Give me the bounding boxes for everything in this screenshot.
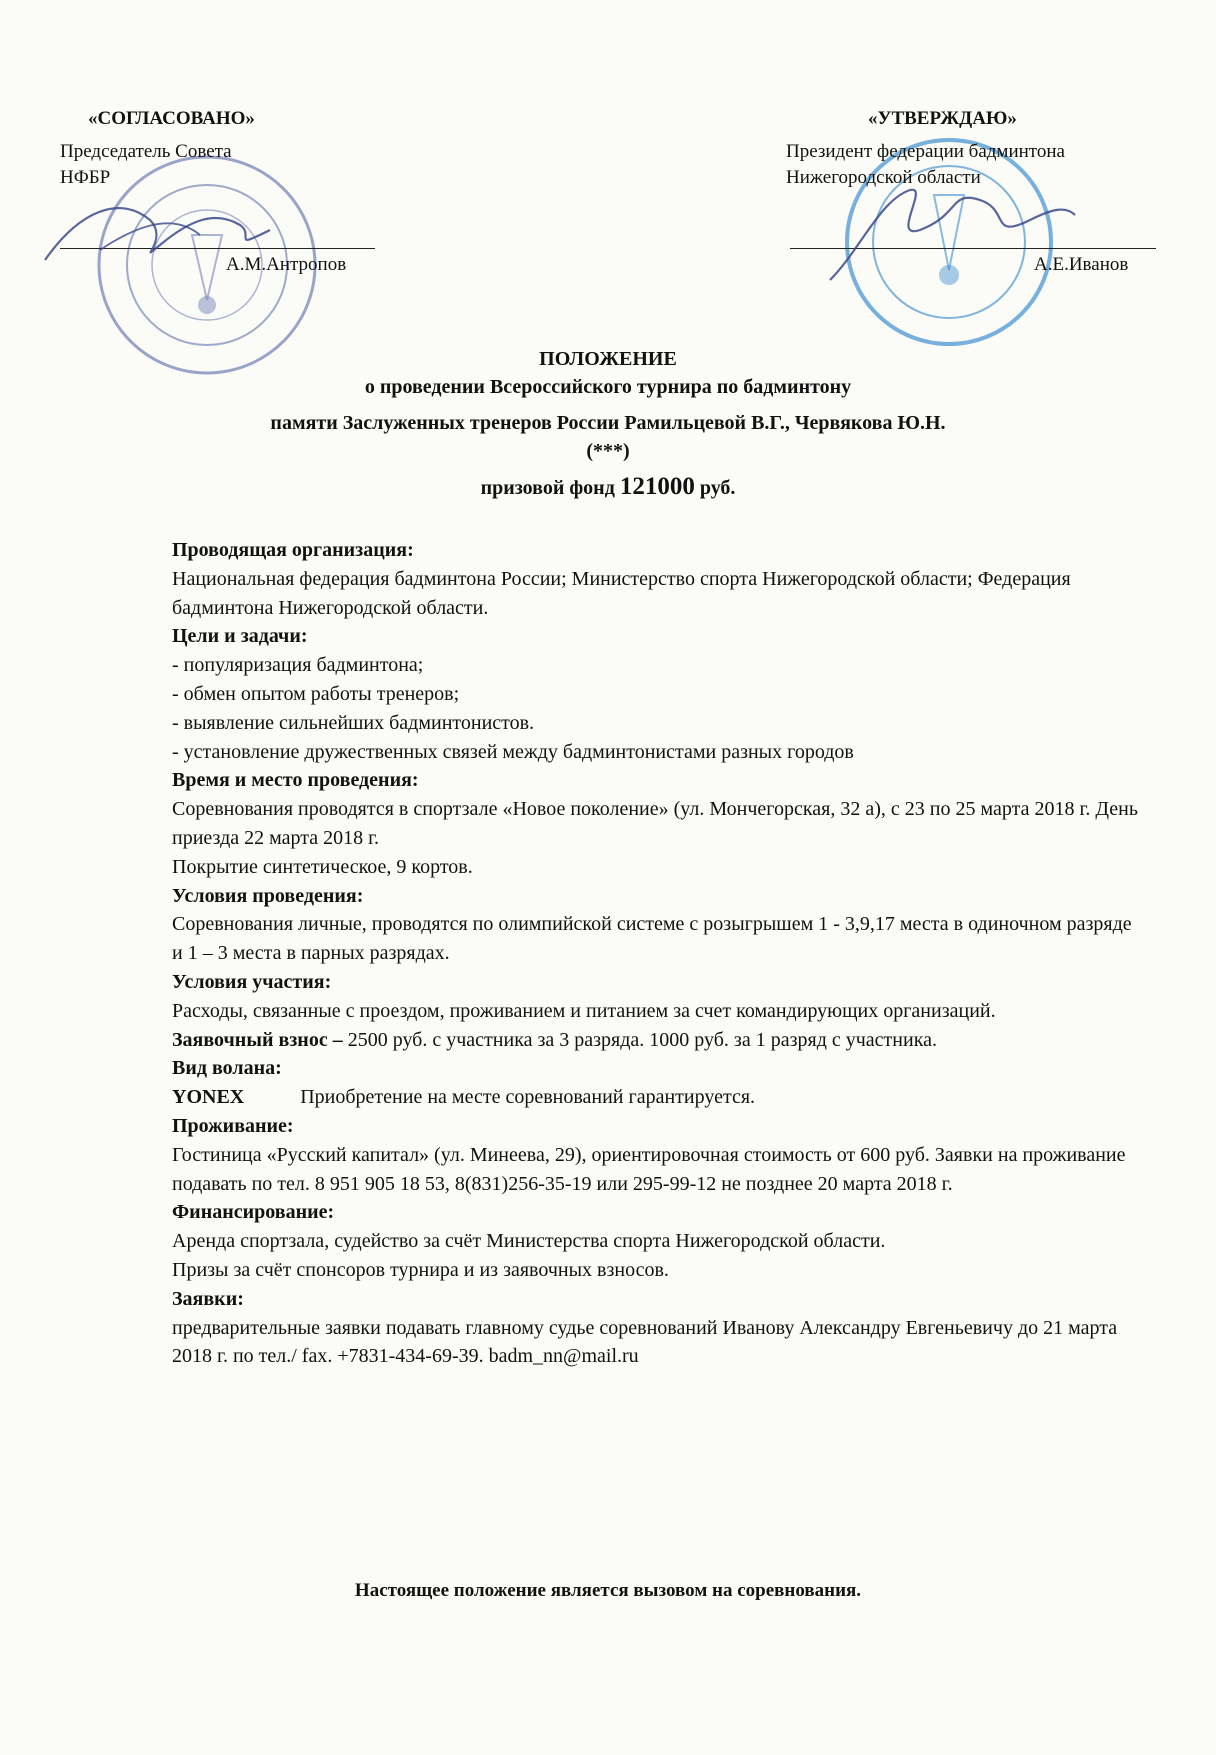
time-place-text: Соревнования проводятся в спортзале «Новое поколение» (ул. Мончегорская, 32 а), с 23 по 25 марта 2018 г. День приезда 22 марта 2018 г. xyxy=(172,798,1139,849)
signature-right xyxy=(820,170,1080,290)
applications-text: предварительные заявки подавать главному судье соревнований Иванову Александру Евгеньевичу до 21 марта 2018 г. по тел./ fax. +7831-434-69-39. badm_nn@mail.ru xyxy=(172,1316,1118,1368)
approval-right-org: Нижегородской области xyxy=(786,167,981,188)
goal-item: - установление дружественных связей между бадминтонистами разных городов xyxy=(172,740,854,763)
closing-statement: Настоящее положение является вызовом на соревнования. xyxy=(354,1580,862,1601)
surface-text: Покрытие синтетическое, 9 кортов. xyxy=(172,855,473,878)
approval-left-title: «СОГЛАСОВАНО» xyxy=(88,108,255,129)
approval-right-title: «УТВЕРЖДАЮ» xyxy=(868,108,1017,129)
fee-paragraph xyxy=(172,1026,1142,1055)
org-heading: Проводящая организация: xyxy=(172,539,414,561)
financing-text-2: Призы за счёт спонсоров турнира и из заявочных взносов. xyxy=(172,1258,669,1281)
prize-amount: 121000 xyxy=(619,473,695,500)
applications-heading: Заявки: xyxy=(172,1287,244,1310)
participation-heading: Условия участия: xyxy=(172,970,332,993)
shuttle-text: Приобретение на месте соревнований гарантируется. xyxy=(300,1086,756,1109)
accommodation-text: Гостиница «Русский капитал» (ул. Минеева, 29), ориентировочная стоимость от 600 руб. Заявки на проживание подавать по тел. 8 951 905 18 53, 8(831)256-35-19 или 295-99-12 не позднее 20 марта 2018 г. xyxy=(172,1143,1126,1195)
approval-left-org: НФБР xyxy=(60,167,111,188)
document-title: ПОЛОЖЕНИЕ xyxy=(539,348,677,370)
document-body xyxy=(172,536,1142,1371)
title-stars: (***) xyxy=(586,440,630,462)
title-line-2: памяти Заслуженных тренеров России Рамильцевой В.Г., Червякова Ю.Н. xyxy=(270,412,946,434)
approval-left-position: Председатель Совета xyxy=(60,141,232,162)
approval-left-signer: А.М.Антропов xyxy=(226,254,347,275)
signature-left xyxy=(40,190,280,280)
conditions-text: Соревнования личные, проводятся по олимпийской системе с розыгрышем 1 - 3,9,17 места в одиночном разряде и 1 – 3 места в парных разрядах. xyxy=(172,913,1132,965)
financing-text-1: Аренда спортзала, судейство за счёт Министерства спорта Нижегородской области. xyxy=(172,1230,886,1253)
prize-fund xyxy=(0,474,1216,501)
approval-right-position: Президент федерации бадминтона xyxy=(786,141,1065,162)
goals-heading: Цели и задачи: xyxy=(172,625,308,648)
shuttle-heading: Вид волана: xyxy=(172,1057,282,1080)
participation-text: Расходы, связанные с проездом, проживанием и питанием за счет командирующих организаций. xyxy=(172,999,996,1022)
time-place-heading: Время и место проведения: xyxy=(172,769,419,792)
financing-heading: Финансирование: xyxy=(172,1201,335,1224)
shuttle-brand: YONEX xyxy=(172,1086,245,1109)
goal-item: - популяризация бадминтона; xyxy=(172,654,424,677)
shuttle-paragraph xyxy=(172,1083,1142,1112)
goal-item: - выявление сильнейших бадминтонистов. xyxy=(172,711,535,734)
title-line-1: о проведении Всероссийского турнира по бадминтону xyxy=(364,376,852,398)
fee-text: 2500 руб. с участника за 3 разряда. 1000 руб. за 1 разряд с участника. xyxy=(347,1028,937,1051)
prize-prefix: призовой фонд xyxy=(480,477,615,499)
accommodation-heading: Проживание: xyxy=(172,1114,294,1137)
prize-suffix: руб. xyxy=(699,477,736,499)
conditions-heading: Условия проведения: xyxy=(172,884,364,907)
goal-item: - обмен опытом работы тренеров; xyxy=(172,682,460,705)
fee-heading: Заявочный взнос – xyxy=(172,1028,343,1051)
org-text: Национальная федерация бадминтона России; Министерство спорта Нижегородской области; Федерация бадминтона Нижегородской области. xyxy=(172,567,1071,619)
approval-right-signer: А.Е.Иванов xyxy=(1034,254,1129,275)
